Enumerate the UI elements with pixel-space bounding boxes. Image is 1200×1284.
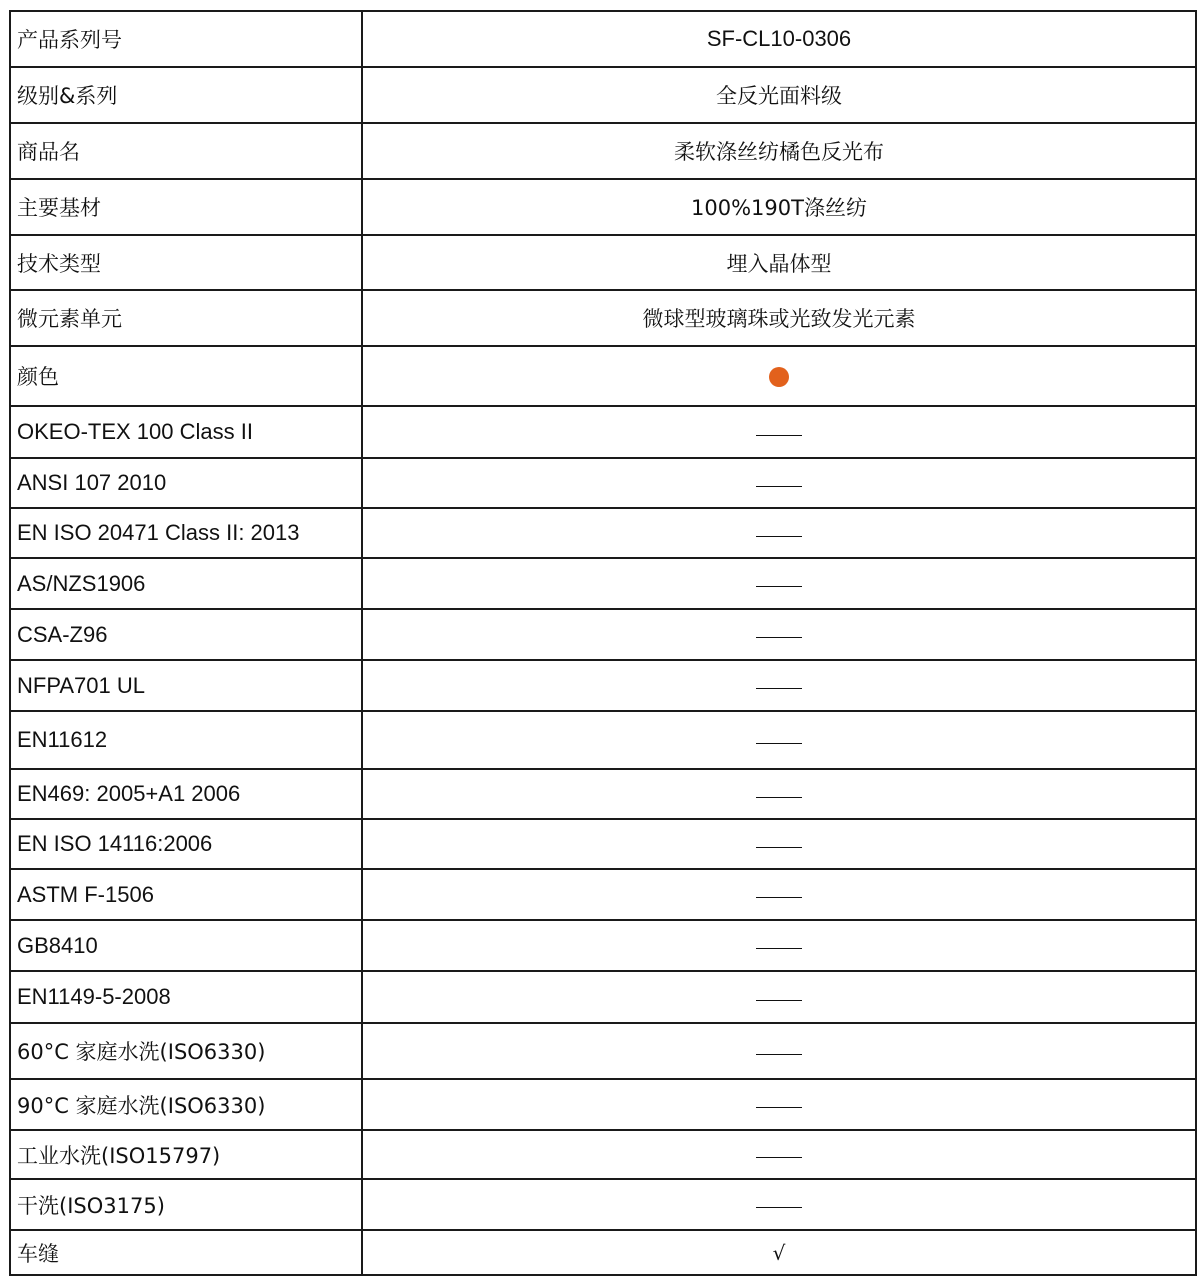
row-label: 工业水洗(ISO15797)	[10, 1130, 362, 1179]
row-en469	[10, 769, 1196, 819]
row-value	[362, 869, 1196, 920]
row-label: OKEO-TEX 100 Class II	[10, 406, 362, 458]
row-color	[10, 346, 1196, 406]
row-value: 100%190T涤丝纺	[362, 179, 1196, 235]
row-value	[362, 1230, 1196, 1275]
row-wash-90	[10, 1079, 1196, 1130]
row-grade-series	[10, 67, 1196, 123]
row-label: 干洗(ISO3175)	[10, 1179, 362, 1230]
row-en-iso-14116	[10, 819, 1196, 869]
row-value: SF-CL10-0306	[362, 11, 1196, 67]
dash-mark	[756, 797, 802, 798]
row-label: 90°C 家庭水洗(ISO6330)	[10, 1079, 362, 1130]
row-value	[362, 609, 1196, 660]
row-value	[362, 971, 1196, 1023]
row-wash-60	[10, 1023, 1196, 1079]
row-value: 埋入晶体型	[362, 235, 1196, 290]
row-label: 级别&系列	[10, 67, 362, 123]
row-technology-type	[10, 235, 1196, 290]
row-value	[362, 711, 1196, 769]
dash-mark	[756, 486, 802, 487]
row-value	[362, 660, 1196, 711]
dash-mark	[756, 948, 802, 949]
row-gb8410	[10, 920, 1196, 971]
row-value: 全反光面料级	[362, 67, 1196, 123]
dash-mark	[756, 536, 802, 537]
row-label: EN ISO 20471 Class II: 2013	[10, 508, 362, 558]
row-label: 车缝	[10, 1230, 362, 1275]
row-label: EN ISO 14116:2006	[10, 819, 362, 869]
row-value	[362, 1130, 1196, 1179]
row-sewing	[10, 1230, 1196, 1275]
row-en11612	[10, 711, 1196, 769]
row-value: 柔软涤丝纺橘色反光布	[362, 123, 1196, 179]
row-nfpa	[10, 660, 1196, 711]
dash-mark	[756, 897, 802, 898]
row-product-series	[10, 11, 1196, 67]
row-trade-name	[10, 123, 1196, 179]
check-mark: √	[772, 1240, 786, 1265]
dash-mark	[756, 637, 802, 638]
row-label: 60°C 家庭水洗(ISO6330)	[10, 1023, 362, 1079]
row-label: 技术类型	[10, 235, 362, 290]
row-label: NFPA701 UL	[10, 660, 362, 711]
spec-table	[9, 10, 1197, 1276]
row-label: ANSI 107 2010	[10, 458, 362, 508]
row-label: 主要基材	[10, 179, 362, 235]
row-csa	[10, 609, 1196, 660]
dash-mark	[756, 1157, 802, 1158]
row-as-nzs	[10, 558, 1196, 609]
dash-mark	[756, 586, 802, 587]
row-label: 微元素单元	[10, 290, 362, 346]
row-value	[362, 819, 1196, 869]
row-label: AS/NZS1906	[10, 558, 362, 609]
row-label: EN11612	[10, 711, 362, 769]
dash-mark	[756, 743, 802, 744]
row-value	[362, 1023, 1196, 1079]
row-value	[362, 508, 1196, 558]
row-label: 颜色	[10, 346, 362, 406]
row-micro-element	[10, 290, 1196, 346]
row-value	[362, 769, 1196, 819]
dash-mark	[756, 435, 802, 436]
row-value	[362, 1179, 1196, 1230]
row-dry-clean	[10, 1179, 1196, 1230]
row-en-iso-20471	[10, 508, 1196, 558]
row-label: CSA-Z96	[10, 609, 362, 660]
dash-mark	[756, 688, 802, 689]
row-value	[362, 406, 1196, 458]
row-astm	[10, 869, 1196, 920]
row-en1149	[10, 971, 1196, 1023]
row-oeko-tex	[10, 406, 1196, 458]
row-value	[362, 346, 1196, 406]
row-label: 商品名	[10, 123, 362, 179]
row-label: GB8410	[10, 920, 362, 971]
row-label: ASTM F-1506	[10, 869, 362, 920]
row-value	[362, 558, 1196, 609]
row-industrial-wash	[10, 1130, 1196, 1179]
dash-mark	[756, 1207, 802, 1208]
dash-mark	[756, 847, 802, 848]
dash-mark	[756, 1054, 802, 1055]
color-swatch	[769, 367, 789, 387]
row-value	[362, 920, 1196, 971]
row-value: 微球型玻璃珠或光致发光元素	[362, 290, 1196, 346]
row-label: 产品系列号	[10, 11, 362, 67]
dash-mark	[756, 1107, 802, 1108]
dash-mark	[756, 1000, 802, 1001]
row-label: EN1149-5-2008	[10, 971, 362, 1023]
row-value	[362, 458, 1196, 508]
row-value	[362, 1079, 1196, 1130]
row-label: EN469: 2005+A1 2006	[10, 769, 362, 819]
row-base-material	[10, 179, 1196, 235]
row-ansi	[10, 458, 1196, 508]
